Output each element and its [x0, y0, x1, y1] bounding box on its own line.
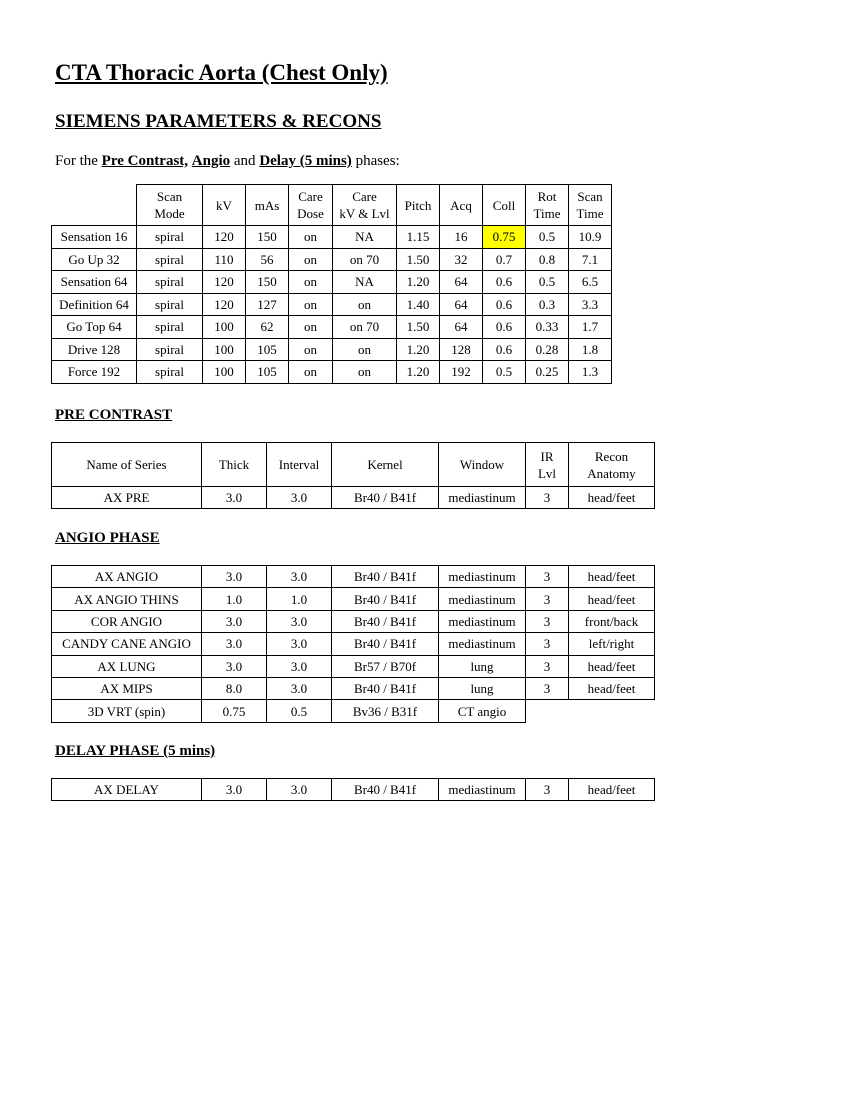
column-header: Scan Time [569, 185, 612, 226]
table-cell: 0.28 [526, 338, 569, 361]
table-cell: Br40 / B41f [332, 566, 439, 588]
table-cell: front/back [569, 610, 655, 632]
column-header: mAs [246, 185, 289, 226]
table-row [52, 655, 655, 677]
table-cell: 1.50 [397, 316, 440, 339]
table-cell: 120 [203, 226, 246, 249]
table-cell: head/feet [569, 655, 655, 677]
table-cell: 16 [440, 226, 483, 249]
column-header: IR Lvl [526, 443, 569, 487]
table-cell: mediastinum [439, 566, 526, 588]
column-header: Interval [267, 443, 332, 487]
table-cell: on [333, 361, 397, 384]
column-header: Scan Mode [137, 185, 203, 226]
highlighted-cell: 0.75 [483, 226, 526, 249]
table-cell: 3.0 [202, 655, 267, 677]
table-cell: 0.6 [483, 271, 526, 294]
table-cell: 62 [246, 316, 289, 339]
table-cell: on 70 [333, 316, 397, 339]
scanner-name-cell: Go Top 64 [52, 316, 137, 339]
series-name-cell: AX LUNG [52, 655, 202, 677]
table-cell: 6.5 [569, 271, 612, 294]
table-cell: Br40 / B41f [332, 633, 439, 655]
table-cell: 1.8 [569, 338, 612, 361]
table-cell: 110 [203, 248, 246, 271]
table-cell: mediastinum [439, 588, 526, 610]
page-subtitle: SIEMENS PARAMETERS & RECONS [55, 111, 382, 132]
series-name-cell: AX ANGIO THINS [52, 588, 202, 610]
table-cell: head/feet [569, 566, 655, 588]
table-cell: 3 [526, 610, 569, 632]
table-cell: 127 [246, 293, 289, 316]
table-cell: on [289, 361, 333, 384]
table-cell: 3.0 [202, 487, 267, 509]
header-corner [52, 185, 137, 226]
table-cell: 3.3 [569, 293, 612, 316]
table-cell: 150 [246, 271, 289, 294]
table-cell: 1.40 [397, 293, 440, 316]
scanner-name-cell: Force 192 [52, 361, 137, 384]
table-cell: 150 [246, 226, 289, 249]
table-cell: 192 [440, 361, 483, 384]
table-cell: 3.0 [267, 677, 332, 699]
table-cell: mediastinum [439, 487, 526, 509]
table-cell: 3.0 [202, 633, 267, 655]
table-cell: mediastinum [439, 633, 526, 655]
series-name-cell: AX DELAY [52, 779, 202, 801]
column-header: Name of Series [52, 443, 202, 487]
table-cell: 1.50 [397, 248, 440, 271]
section-heading: ANGIO PHASE [55, 530, 160, 546]
table-row [52, 338, 612, 361]
table-cell: 3 [526, 566, 569, 588]
table-cell: head/feet [569, 487, 655, 509]
table-cell: 64 [440, 316, 483, 339]
table-cell: 105 [246, 338, 289, 361]
table-cell: Br40 / B41f [332, 677, 439, 699]
table-cell: on [289, 226, 333, 249]
table-cell: 0.5 [267, 700, 332, 722]
table-cell: 3 [526, 677, 569, 699]
table-cell: 0.33 [526, 316, 569, 339]
intro-suffix: phases: [351, 153, 400, 169]
table-cell: CT angio [439, 700, 526, 722]
table-cell: spiral [137, 338, 203, 361]
table-cell: on [289, 293, 333, 316]
table-cell: 128 [440, 338, 483, 361]
table-cell: NA [333, 271, 397, 294]
table-cell: mediastinum [439, 610, 526, 632]
table-cell: 64 [440, 293, 483, 316]
table-cell: on [333, 338, 397, 361]
table-cell: 3 [526, 633, 569, 655]
intro-sep: and [230, 153, 260, 169]
table-cell: spiral [137, 361, 203, 384]
recon-table [51, 442, 655, 509]
empty-cell [526, 700, 569, 722]
table-cell: 0.8 [526, 248, 569, 271]
table-cell: 100 [203, 338, 246, 361]
table-cell: head/feet [569, 588, 655, 610]
table-cell: spiral [137, 248, 203, 271]
table-row [52, 487, 655, 509]
table-cell: 3.0 [267, 566, 332, 588]
table-row [52, 293, 612, 316]
table-cell: 0.5 [526, 226, 569, 249]
series-name-cell: AX ANGIO [52, 566, 202, 588]
table-cell: 1.15 [397, 226, 440, 249]
table-cell: 0.6 [483, 316, 526, 339]
intro-prefix: For the [55, 153, 102, 169]
table-cell: 1.0 [202, 588, 267, 610]
table-cell: on [289, 316, 333, 339]
table-cell: 8.0 [202, 677, 267, 699]
table-cell: 10.9 [569, 226, 612, 249]
intro-phase-angio: Angio [191, 153, 231, 169]
table-row [52, 610, 655, 632]
table-cell: spiral [137, 271, 203, 294]
series-name-cell: AX MIPS [52, 677, 202, 699]
series-name-cell: COR ANGIO [52, 610, 202, 632]
empty-cell [569, 700, 655, 722]
recon-table [51, 778, 655, 801]
scan-parameters-table [51, 184, 612, 384]
table-cell: on [289, 248, 333, 271]
scanner-name-cell: Sensation 16 [52, 226, 137, 249]
column-header: kV [203, 185, 246, 226]
table-cell: 120 [203, 271, 246, 294]
intro-phase-pre-contrast: Pre Contrast, [101, 153, 189, 169]
recon-table [51, 565, 655, 723]
table-cell: 3.0 [267, 633, 332, 655]
scanner-name-cell: Go Up 32 [52, 248, 137, 271]
table-row [52, 248, 612, 271]
table-cell: 1.20 [397, 338, 440, 361]
table-header-row [52, 443, 655, 487]
series-name-cell: AX PRE [52, 487, 202, 509]
table-cell: 3 [526, 779, 569, 801]
column-header: Thick [202, 443, 267, 487]
table-cell: 105 [246, 361, 289, 384]
column-header: Care Dose [289, 185, 333, 226]
table-cell: 1.20 [397, 361, 440, 384]
page-title: CTA Thoracic Aorta (Chest Only) [55, 60, 388, 85]
table-row [52, 677, 655, 699]
table-cell: 0.75 [202, 700, 267, 722]
table-row [52, 633, 655, 655]
table-cell: 64 [440, 271, 483, 294]
table-cell: 3.0 [267, 655, 332, 677]
table-cell: 0.6 [483, 293, 526, 316]
table-cell: 0.7 [483, 248, 526, 271]
table-row [52, 588, 655, 610]
table-row [52, 226, 612, 249]
table-cell: 3.0 [202, 566, 267, 588]
table-cell: 56 [246, 248, 289, 271]
table-row [52, 271, 612, 294]
table-cell: 0.3 [526, 293, 569, 316]
table-cell: Br40 / B41f [332, 487, 439, 509]
column-header: Kernel [332, 443, 439, 487]
column-header: Care kV & Lvl [333, 185, 397, 226]
table-cell: Br40 / B41f [332, 779, 439, 801]
table-row [52, 700, 655, 722]
table-cell: 0.5 [526, 271, 569, 294]
table-cell: 3.0 [267, 779, 332, 801]
table-cell: head/feet [569, 779, 655, 801]
table-cell: 3.0 [267, 610, 332, 632]
series-name-cell: CANDY CANE ANGIO [52, 633, 202, 655]
column-header: Coll [483, 185, 526, 226]
section-heading: DELAY PHASE (5 mins) [55, 743, 216, 759]
table-cell: spiral [137, 316, 203, 339]
intro-text [55, 151, 400, 171]
scanner-name-cell: Drive 128 [52, 338, 137, 361]
column-header: Rot Time [526, 185, 569, 226]
column-header: Acq [440, 185, 483, 226]
table-cell: 3 [526, 487, 569, 509]
table-row [52, 361, 612, 384]
section-heading: PRE CONTRAST [55, 407, 173, 423]
series-name-cell: 3D VRT (spin) [52, 700, 202, 722]
table-cell: on [289, 271, 333, 294]
table-cell: 100 [203, 361, 246, 384]
table-cell: on [289, 338, 333, 361]
table-cell: NA [333, 226, 397, 249]
scanner-name-cell: Definition 64 [52, 293, 137, 316]
intro-phase-delay: Delay (5 mins) [259, 153, 352, 169]
table-cell: 3.0 [202, 779, 267, 801]
table-cell: spiral [137, 226, 203, 249]
table-header-row [52, 185, 612, 226]
column-header: Recon Anatomy [569, 443, 655, 487]
table-cell: left/right [569, 633, 655, 655]
table-cell: 1.0 [267, 588, 332, 610]
table-cell: 0.25 [526, 361, 569, 384]
table-cell: 120 [203, 293, 246, 316]
table-row [52, 566, 655, 588]
table-cell: lung [439, 677, 526, 699]
table-cell: 3 [526, 655, 569, 677]
table-cell: 1.20 [397, 271, 440, 294]
table-row [52, 316, 612, 339]
table-cell: head/feet [569, 677, 655, 699]
table-cell: 0.6 [483, 338, 526, 361]
table-cell: 7.1 [569, 248, 612, 271]
table-cell: 32 [440, 248, 483, 271]
table-cell: Bv36 / B31f [332, 700, 439, 722]
table-cell: mediastinum [439, 779, 526, 801]
table-cell: 0.5 [483, 361, 526, 384]
table-cell: 1.7 [569, 316, 612, 339]
table-cell: 100 [203, 316, 246, 339]
table-cell: 3 [526, 588, 569, 610]
scanner-name-cell: Sensation 64 [52, 271, 137, 294]
table-row [52, 779, 655, 801]
table-cell: 1.3 [569, 361, 612, 384]
table-cell: on 70 [333, 248, 397, 271]
table-cell: on [333, 293, 397, 316]
column-header: Window [439, 443, 526, 487]
table-cell: spiral [137, 293, 203, 316]
column-header: Pitch [397, 185, 440, 226]
table-cell: lung [439, 655, 526, 677]
table-cell: 3.0 [267, 487, 332, 509]
table-cell: 3.0 [202, 610, 267, 632]
table-cell: Br40 / B41f [332, 588, 439, 610]
table-cell: Br57 / B70f [332, 655, 439, 677]
table-cell: Br40 / B41f [332, 610, 439, 632]
